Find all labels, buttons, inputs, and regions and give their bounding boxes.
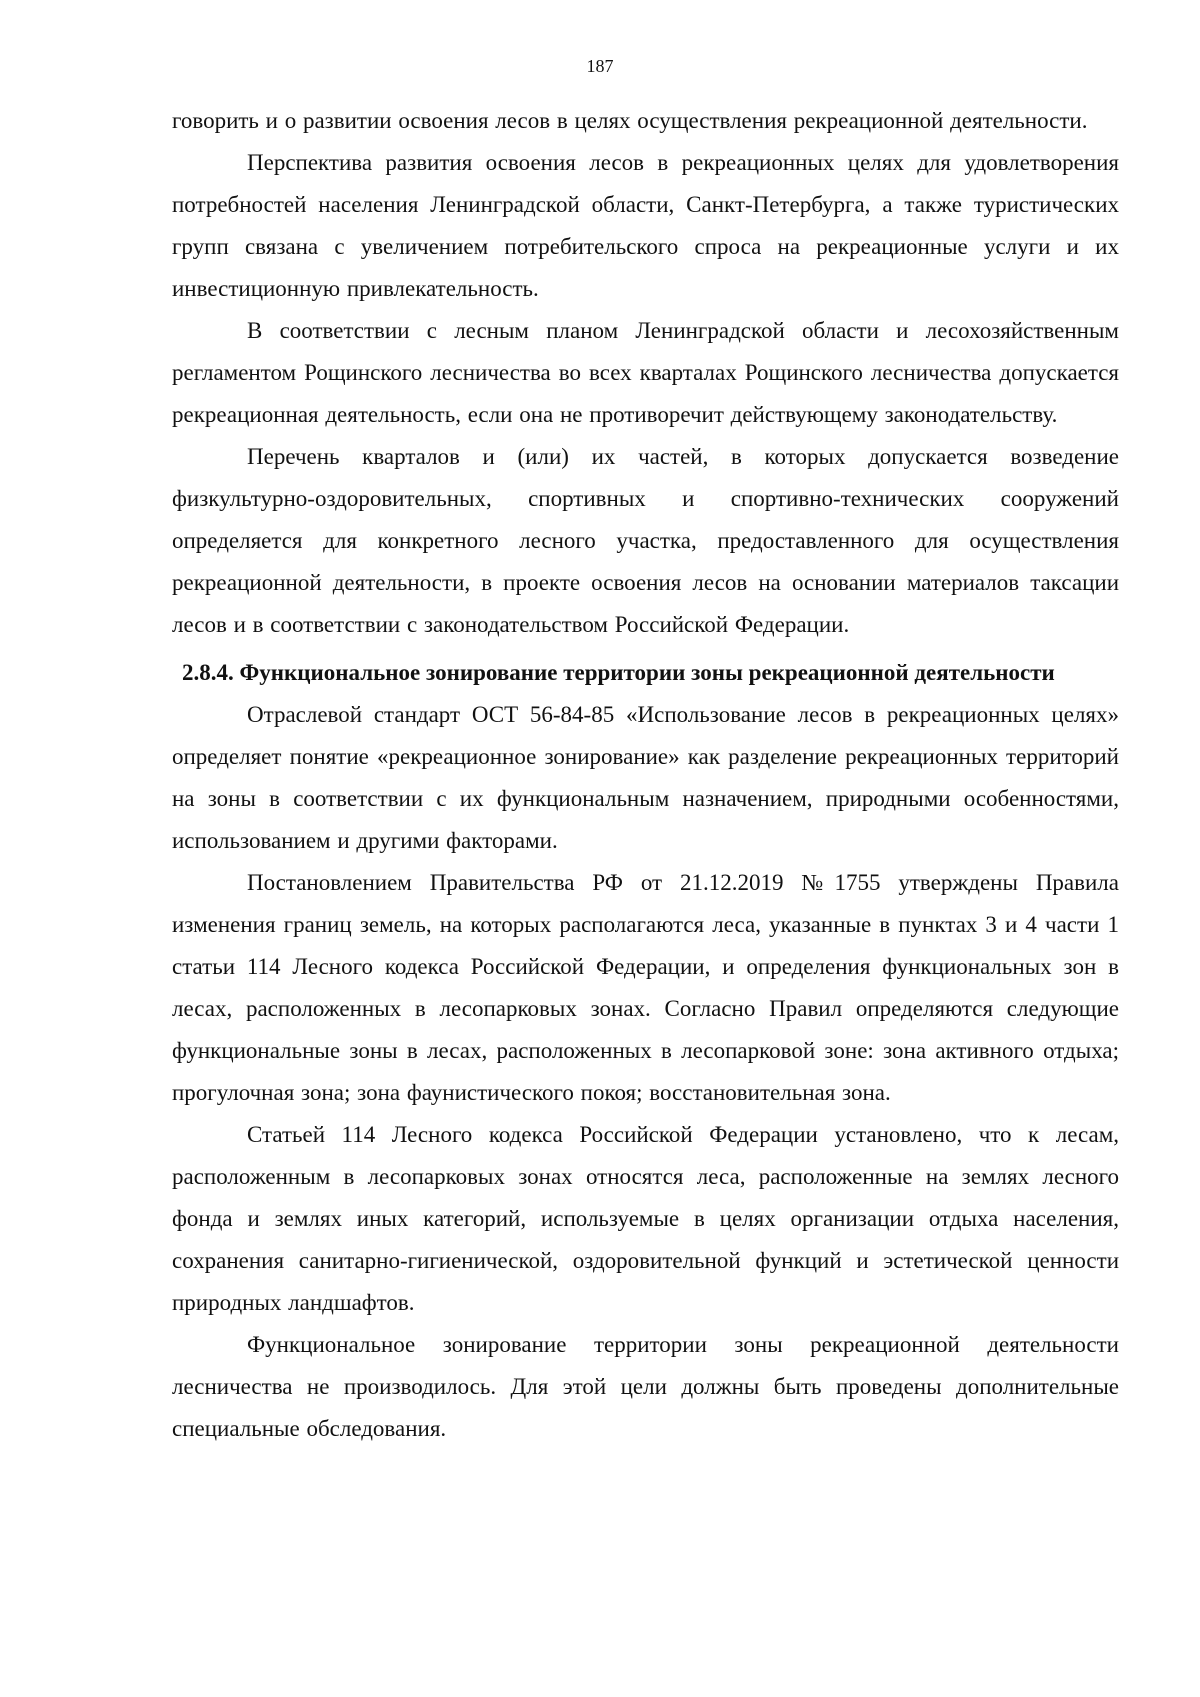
paragraph-continuation: говорить и о развитии освоения лесов в целях осуществления рекреационной деятельности. (172, 108, 1088, 133)
paragraph-forest-plan: В соответствии с лесным планом Ленинградской области и лесохозяйственным регламентом Рощинского лесничества во всех кварталах Рощинского лесничества допускается рекреационная деятельность, если она не противоречит действующему законодательству. (172, 318, 1119, 427)
page-number: 187 (586, 56, 614, 76)
section-heading: 2.8.4. Функциональное зонирование территории зоны рекреационной деятельности (182, 660, 1055, 685)
paragraph-government-resolution: Постановлением Правительства РФ от 21.12.2019 №1755 утверждены Правила изменения границ земель, на которых располагаются леса, указанные в пунктах 3 и 4 части 1 статьи 114 Лесного кодекса Российской Федерации, и определения функциональных зон в лесах, расположенных в лесопарковых зонах. Согласно Правил определяются следующие функциональные зоны в лесах, расположенных в лесопарковой зоне: зона активного отдыха; прогулочная зона; зона фаунистического покоя; восстановительная зона. (172, 870, 1119, 1105)
paragraph-industry-standard: Отраслевой стандарт ОСТ 56-84-85 «Использование лесов в рекреационных целях» определяет понятие «рекреационное зонирование» как разделение рекреационных территорий на зоны в соответствии с их функциональным назначением, природными особенностями, использованием и другими факторами. (172, 702, 1119, 853)
document-body (172, 100, 1119, 1450)
paragraph-forest-code-article: Статьей 114 Лесного кодекса Российской Федерации установлено, что к лесам, расположенным в лесопарковых зонах относятся леса, расположенные на землях лесного фонда и землях иных категорий, используемые в целях организации отдыха населения, сохранения санитарно-гигиенической, оздоровительной функций и эстетической ценности природных ландшафтов. (172, 1122, 1119, 1315)
paragraph-perspective: Перспектива развития освоения лесов в рекреационных целях для удовлетворения потребностей населения Ленинградской области, Санкт-Петербурга, а также туристических групп связана с увеличением потребительского спроса на рекреационные услуги и их инвестиционную привлекательность. (172, 150, 1119, 301)
paragraph-quarters-list: Перечень кварталов и (или) их частей, в которых допускается возведение физкультурно-оздоровительных, спортивных и спортивно-технических сооружений определяется для конкретного лесного участка, предоставленного для осуществления рекреационной деятельности, в проекте освоения лесов на основании материалов таксации лесов и в соответствии с законодательством Российской Федерации. (172, 444, 1119, 637)
paragraph-zoning-conclusion: Функциональное зонирование территории зоны рекреационной деятельности лесничества не производилось. Для этой цели должны быть проведены дополнительные специальные обследования. (172, 1332, 1119, 1441)
